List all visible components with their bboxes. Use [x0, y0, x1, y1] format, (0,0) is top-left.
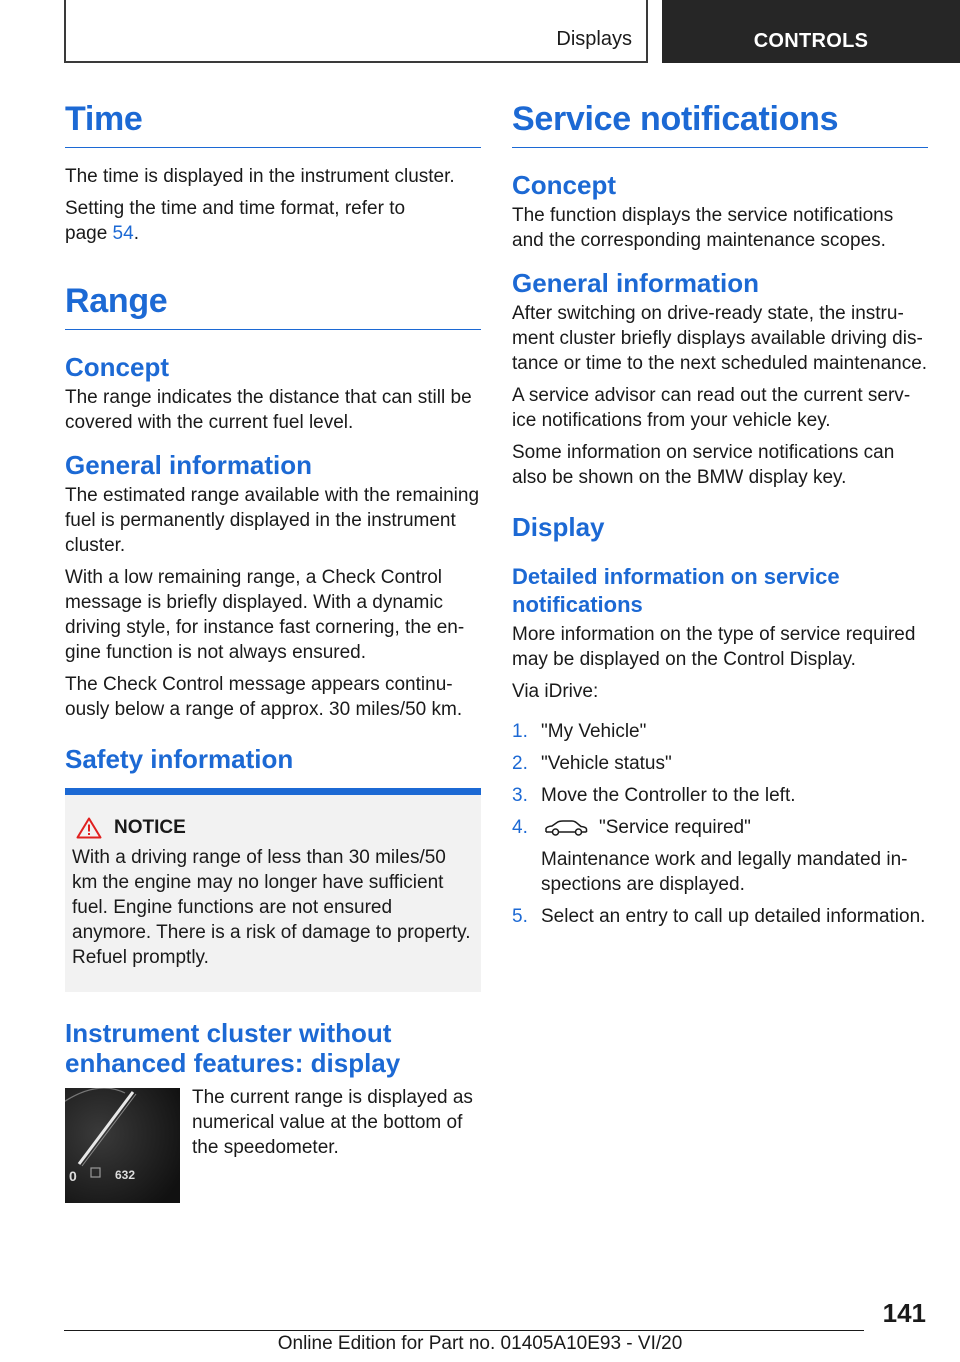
range-general-text-2: With a low remaining range, a Check Control message is briefly displayed. With a dynamic driving style, for instance fast cornering, the engine function is not always ensured.	[65, 567, 465, 663]
range-general-heading: General information	[65, 450, 313, 480]
step-text: "My Vehicle"	[541, 721, 647, 742]
speedometer-range-value: 632	[115, 1168, 136, 1182]
notice-header	[72, 817, 473, 839]
steps-list	[512, 719, 928, 929]
step-line	[541, 815, 928, 840]
range-general-text-3: The Check Control message appears continuously below a range of approx. 30 miles/50 km.	[65, 674, 463, 720]
service-general-text-2: A service advisor can read out the current service notifications from your vehicle key.	[512, 385, 911, 431]
footer-divider	[64, 1330, 864, 1331]
time-text: The time is displayed in the instrument cluster.	[65, 166, 455, 187]
cluster-section	[65, 1088, 481, 1203]
page-number: 141	[882, 1298, 926, 1328]
warning-icon	[76, 817, 102, 839]
range-concept-heading: Concept	[65, 352, 169, 382]
vehicle-icon	[543, 819, 589, 837]
page-link[interactable]: 54	[112, 223, 134, 244]
footer-edition: Online Edition for Part no. 01405A10E93 - VI/20	[277, 1333, 683, 1354]
step-subtext: Maintenance work and legally mandated inspections are displayed.	[541, 849, 908, 895]
notice-text: With a driving range of less than 30 miles/50 km the engine may no longer have sufficient fuel. Engine functions are not ensured anymore. There is a risk of damage to property. Refuel promptly.	[72, 847, 471, 968]
safety-heading: Safety information	[65, 744, 294, 774]
list-item	[512, 904, 928, 929]
left-column	[65, 100, 481, 1203]
display-heading: Display	[512, 512, 605, 542]
time-heading: Time	[65, 100, 481, 148]
time-reference	[65, 196, 425, 246]
detail-text: More information on the type of service required may be displayed on the Control Display.	[512, 624, 916, 670]
step-text: "Vehicle status"	[541, 753, 672, 774]
range-concept-text: The range indicates the distance that can still be covered with the current fuel level.	[65, 387, 472, 433]
speedometer-graphic	[65, 1088, 180, 1203]
list-item	[512, 815, 928, 897]
list-item	[512, 719, 928, 744]
list-item	[512, 783, 928, 808]
time-reference-end: .	[133, 223, 139, 244]
section-title: Displays	[556, 28, 632, 50]
service-general-text-3: Some information on service notifications can also be shown on the BMW display key.	[512, 442, 895, 488]
notice-title: NOTICE	[114, 817, 186, 838]
step-number: 3.	[512, 785, 528, 806]
step-text: Select an entry to call up detailed information.	[541, 906, 926, 927]
speedometer-image	[65, 1088, 180, 1203]
step-number: 4.	[512, 817, 528, 838]
cluster-text: The current range is displayed as numerical value at the bottom of the speedometer.	[192, 1087, 473, 1158]
via-idrive: Via iDrive:	[512, 681, 599, 702]
step-text: "Service required"	[599, 817, 751, 838]
range-general-text-1: The estimated range available with the remaining fuel is permanently displayed in the instrument cluster.	[65, 485, 480, 556]
speedometer-zero: 0	[69, 1168, 77, 1184]
chapter-tab[interactable]: CONTROLS	[662, 0, 960, 63]
service-concept-text: The function displays the service notifications and the corresponding maintenance scopes.	[512, 205, 894, 251]
range-heading: Range	[65, 282, 481, 330]
step-text: Move the Controller to the left.	[541, 785, 796, 806]
step-number: 5.	[512, 906, 528, 927]
list-item	[512, 751, 928, 776]
service-general-heading: General information	[512, 268, 760, 298]
service-general-text-1: After switching on drive-ready state, the instrument cluster briefly displays available driving distance or time to the next scheduled maintenance.	[512, 303, 928, 374]
right-column	[512, 100, 928, 936]
time-reference-text: Setting the time and time format, refer to page	[65, 198, 406, 244]
step-number: 2.	[512, 753, 528, 774]
notice-box	[65, 788, 481, 992]
cluster-heading: Instrument cluster without enhanced features: display	[65, 1018, 401, 1078]
step-content	[541, 815, 928, 897]
service-heading: Service notifications	[512, 100, 928, 148]
step-number: 1.	[512, 721, 528, 742]
service-concept-heading: Concept	[512, 170, 616, 200]
header-box	[64, 0, 648, 63]
detail-heading: Detailed information on service notifications	[512, 564, 840, 617]
